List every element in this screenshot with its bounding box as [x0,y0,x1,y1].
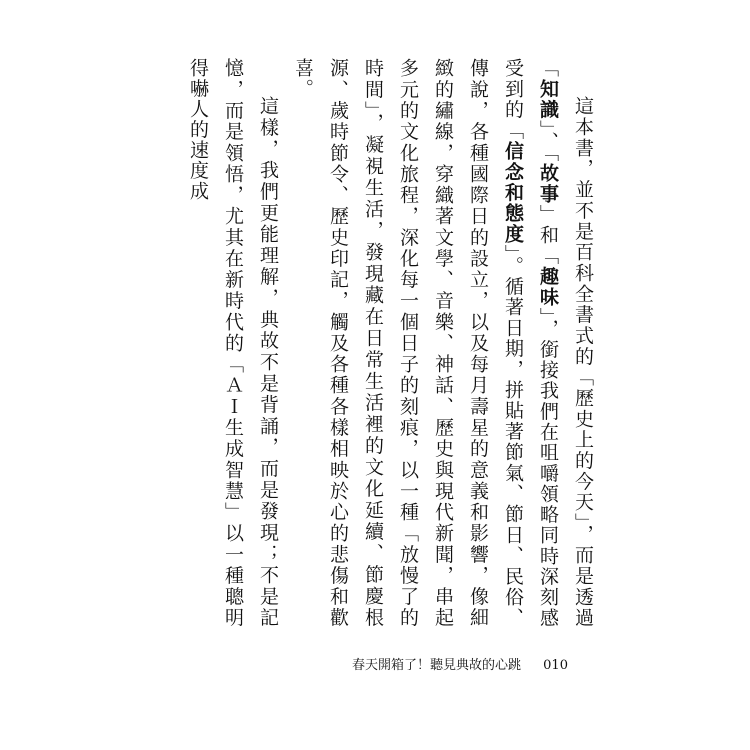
text-run: 」，銜接我們在咀嚼領略同時深刻感受到的「 [502,58,559,629]
page-footer [352,654,568,673]
page-number: 010 [543,658,568,673]
body-text [180,58,600,628]
bold-keyword-knowledge: 知識 [537,78,559,120]
text-run: 」。循著日期，拼貼著節氣、節日、民俗、傳說，各種國際日的設立，以及每月壽星的意義和影響，像細緻的繡線，穿織著文學、音樂、神話、歷史與現代新聞，串起多元的文化旅程，深化每一個日子的刻痕，以一種「放慢了的時間」，凝視生活，發現藏在日常生活裡的文化延續、節慶根源、歲時節令、歷史印記，觸及各種各樣相映於心的悲傷和歡喜。 [292,58,524,629]
bold-keyword-story: 故事 [537,162,559,205]
running-title: 春天開箱了！聽見典故的心跳 [352,658,522,673]
bold-keyword-belief: 信念和態度 [502,140,524,245]
bold-keyword-fun: 趣味 [537,266,559,308]
text-run: 」、「 [537,119,559,163]
paragraph-1 [285,58,600,628]
paragraph-2: 這樣，我們更能理解，典故不是背誦，而是發現；不是記憶，而是領悟，尤其在新時代的「ＡＩ生成智慧」以一種聰明得嚇人的速度成 [187,58,279,628]
text-run: 這本書，並不是百科全書式的「歷史上的今天」，而是透過「 [537,58,594,628]
text-run: 」和「 [537,204,559,267]
